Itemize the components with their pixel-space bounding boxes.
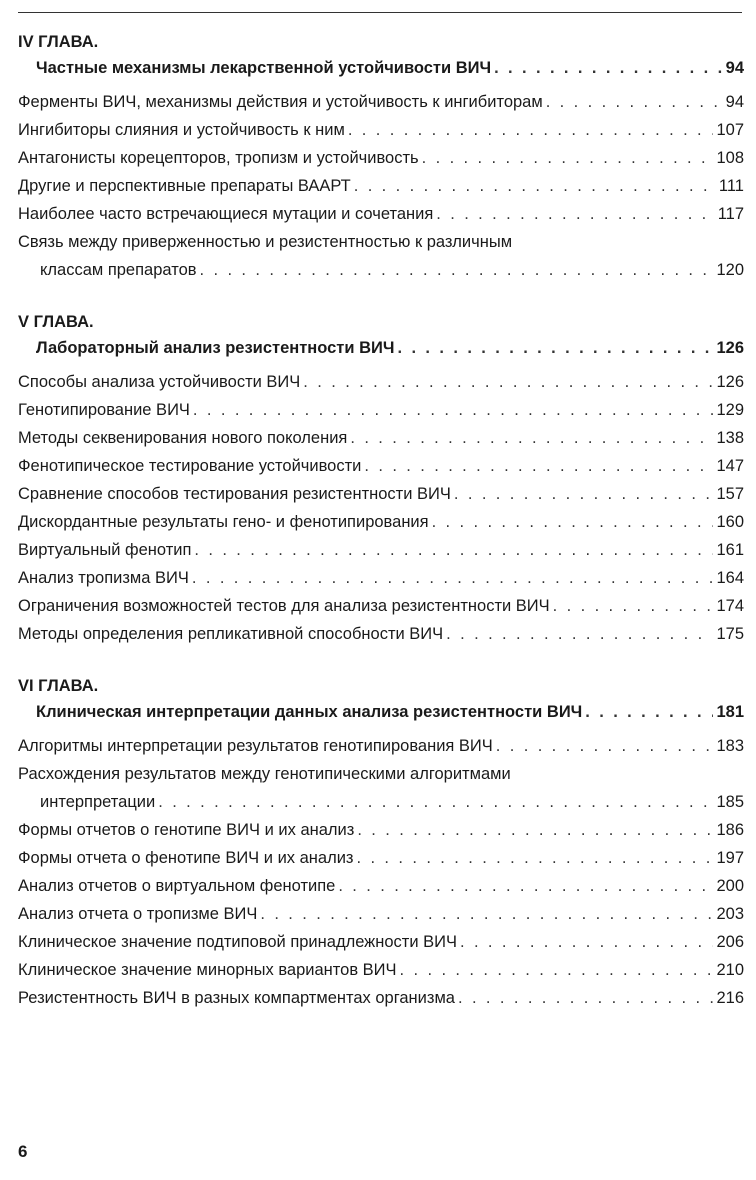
dot-leader <box>496 732 714 760</box>
dot-leader <box>458 984 713 1012</box>
entry-title: Анализ отчетов о виртуальном фенотипе <box>18 877 336 895</box>
chapter-section <box>18 30 744 284</box>
entry-page-number: 117 <box>717 205 744 223</box>
dot-leader <box>357 816 713 844</box>
entry-title: Алгоритмы интерпретации результатов генотипирования ВИЧ <box>18 737 493 755</box>
chapter-title: Лабораторный анализ резистентности ВИЧ <box>36 339 395 357</box>
chapter-label: VI ГЛАВА. <box>18 677 99 695</box>
entry-line <box>18 900 744 928</box>
entry-title: Дискордантные результаты гено- и фенотипирования <box>18 513 429 531</box>
entry-line <box>18 844 744 872</box>
entry-page-number: 107 <box>716 121 744 139</box>
entry-page-number: 216 <box>716 989 744 1007</box>
entry-line <box>18 872 744 900</box>
toc-entry[interactable] <box>18 592 744 620</box>
toc-entry[interactable] <box>18 172 744 200</box>
dot-leader <box>357 844 714 872</box>
entry-line <box>18 984 744 1012</box>
dot-leader <box>192 564 714 592</box>
dot-leader <box>158 788 713 816</box>
entry-page-number: 126 <box>716 373 744 391</box>
chapter-page-number: 126 <box>716 339 744 357</box>
entry-line <box>18 816 744 844</box>
entry-title: Виртуальный фенотип <box>18 541 192 559</box>
toc-entry[interactable] <box>18 816 744 844</box>
entry-title: Антагонисты корецепторов, тропизм и устойчивость <box>18 149 419 167</box>
entry-title: Ограничения возможностей тестов для анализа резистентности ВИЧ <box>18 597 550 615</box>
entry-page-number: 120 <box>716 261 744 279</box>
dot-leader <box>460 928 713 956</box>
dot-leader <box>200 256 714 284</box>
entry-line <box>18 116 744 144</box>
entry-page-number: 108 <box>716 149 744 167</box>
entry-line <box>18 508 744 536</box>
entry-page-number: 138 <box>716 429 744 447</box>
entry-title: Сравнение способов тестирования резистентности ВИЧ <box>18 485 451 503</box>
entry-continuation <box>18 256 744 284</box>
chapter-page-number: 181 <box>716 703 744 721</box>
entry-page-number: 185 <box>716 793 744 811</box>
entry-title: Ингибиторы слияния и устойчивость к ним <box>18 121 345 139</box>
entry-title-continued: классам препаратов <box>40 261 197 279</box>
toc-entry[interactable] <box>18 984 744 1012</box>
dot-leader <box>354 172 716 200</box>
entry-page-number: 210 <box>716 961 744 979</box>
entry-line <box>18 956 744 984</box>
entry-page-number: 164 <box>716 569 744 587</box>
entry-title: Анализ тропизма ВИЧ <box>18 569 189 587</box>
entry-line <box>18 200 744 228</box>
entry-page-number: 174 <box>716 597 744 615</box>
chapter-label: V ГЛАВА. <box>18 313 94 331</box>
entry-line <box>18 144 744 172</box>
entry-title: Клиническое значение минорных вариантов ВИЧ <box>18 961 397 979</box>
entry-line <box>18 172 744 200</box>
dot-leader <box>494 54 723 82</box>
toc-entry[interactable] <box>18 396 744 424</box>
entry-title: Методы секвенирования нового поколения <box>18 429 348 447</box>
dot-leader <box>422 144 714 172</box>
entry-page-number: 161 <box>716 541 744 559</box>
toc-entry[interactable] <box>18 424 744 452</box>
entry-page-number: 94 <box>725 93 744 111</box>
toc-entry[interactable] <box>18 200 744 228</box>
toc-entry[interactable] <box>18 900 744 928</box>
entry-title: Ферменты ВИЧ, механизмы действия и устойчивость к ингибиторам <box>18 93 543 111</box>
entry-title: Анализ отчета о тропизме ВИЧ <box>18 905 258 923</box>
dot-leader <box>260 900 713 928</box>
entry-line <box>18 396 744 424</box>
toc-entry[interactable] <box>18 480 744 508</box>
entry-line <box>18 732 744 760</box>
entry-page-number: 186 <box>716 821 744 839</box>
entry-title: Расхождения результатов между генотипическими алгоритмами <box>18 765 511 783</box>
toc-entry[interactable] <box>18 928 744 956</box>
entry-continuation <box>18 788 744 816</box>
entry-title: Резистентность ВИЧ в разных компартментах организма <box>18 989 455 1007</box>
entry-page-number: 197 <box>716 849 744 867</box>
table-of-contents <box>18 30 744 1038</box>
dot-leader <box>436 200 714 228</box>
dot-leader <box>446 620 713 648</box>
dot-leader <box>194 536 713 564</box>
entry-page-number: 183 <box>716 737 744 755</box>
toc-entry[interactable] <box>18 116 744 144</box>
toc-entry[interactable] <box>18 620 744 648</box>
entry-page-number: 111 <box>718 177 744 195</box>
chapter-label: IV ГЛАВА. <box>18 33 99 51</box>
dot-leader <box>303 368 713 396</box>
toc-entry[interactable] <box>18 144 744 172</box>
dot-leader <box>398 334 714 362</box>
chapter-title-row[interactable] <box>18 698 744 726</box>
chapter-title-row[interactable] <box>18 54 744 82</box>
entry-title: Наиболее часто встречающиеся мутации и сочетания <box>18 205 434 223</box>
entry-title: Способы анализа устойчивости ВИЧ <box>18 373 301 391</box>
toc-entry[interactable] <box>18 732 744 760</box>
entry-page-number: 160 <box>716 513 744 531</box>
toc-entry[interactable] <box>18 508 744 536</box>
entry-title: Другие и перспективные препараты ВААРТ <box>18 177 351 195</box>
entry-page-number: 203 <box>716 905 744 923</box>
toc-entry[interactable] <box>18 760 744 816</box>
top-rule <box>18 12 742 13</box>
dot-leader <box>364 452 713 480</box>
entry-line <box>18 620 744 648</box>
entry-line <box>18 88 744 116</box>
entry-title: Методы определения репликативной способности ВИЧ <box>18 625 444 643</box>
dot-leader <box>546 88 723 116</box>
chapter-page-number: 94 <box>725 59 744 77</box>
page-number: 6 <box>18 1142 28 1161</box>
entry-page-number: 200 <box>716 877 744 895</box>
entry-title: Формы отчета о фенотипе ВИЧ и их анализ <box>18 849 354 867</box>
toc-entry[interactable] <box>18 536 744 564</box>
toc-entry[interactable] <box>18 228 744 284</box>
chapter-section <box>18 310 744 648</box>
entry-line <box>18 424 744 452</box>
dot-leader <box>338 872 713 900</box>
entry-page-number: 206 <box>716 933 744 951</box>
entry-title: Фенотипическое тестирование устойчивости <box>18 457 362 475</box>
entry-line <box>18 368 744 396</box>
toc-entry[interactable] <box>18 956 744 984</box>
entry-page-number: 175 <box>716 625 744 643</box>
entry-title-continued: интерпретации <box>40 793 156 811</box>
dot-leader <box>585 698 713 726</box>
entry-title: Формы отчетов о генотипе ВИЧ и их анализ <box>18 821 355 839</box>
entry-line <box>18 452 744 480</box>
dot-leader <box>454 480 714 508</box>
toc-entry[interactable] <box>18 368 744 396</box>
entry-page-number: 129 <box>716 401 744 419</box>
entry-page-number: 157 <box>716 485 744 503</box>
chapter-section <box>18 674 744 1012</box>
entry-line <box>18 928 744 956</box>
chapter-title: Частные механизмы лекарственной устойчивости ВИЧ <box>36 59 492 77</box>
entry-title: Клиническое значение подтиповой принадлежности ВИЧ <box>18 933 457 951</box>
chapter-title-row[interactable] <box>18 334 744 362</box>
toc-entry[interactable] <box>18 452 744 480</box>
toc-entry[interactable] <box>18 88 744 116</box>
dot-leader <box>193 396 714 424</box>
chapter-title: Клиническая интерпретации данных анализа резистентности ВИЧ <box>36 703 583 721</box>
dot-leader <box>432 508 714 536</box>
toc-entry[interactable] <box>18 844 744 872</box>
entry-line <box>18 592 744 620</box>
entry-line <box>18 480 744 508</box>
entry-line <box>18 536 744 564</box>
dot-leader <box>350 424 713 452</box>
dot-leader <box>553 592 714 620</box>
entry-title: Генотипирование ВИЧ <box>18 401 190 419</box>
entry-title: Связь между приверженностью и резистентностью к различным <box>18 233 513 251</box>
toc-entry[interactable] <box>18 872 744 900</box>
entry-line <box>18 564 744 592</box>
dot-leader <box>348 116 714 144</box>
dot-leader <box>400 956 714 984</box>
toc-entry[interactable] <box>18 564 744 592</box>
entry-page-number: 147 <box>716 457 744 475</box>
